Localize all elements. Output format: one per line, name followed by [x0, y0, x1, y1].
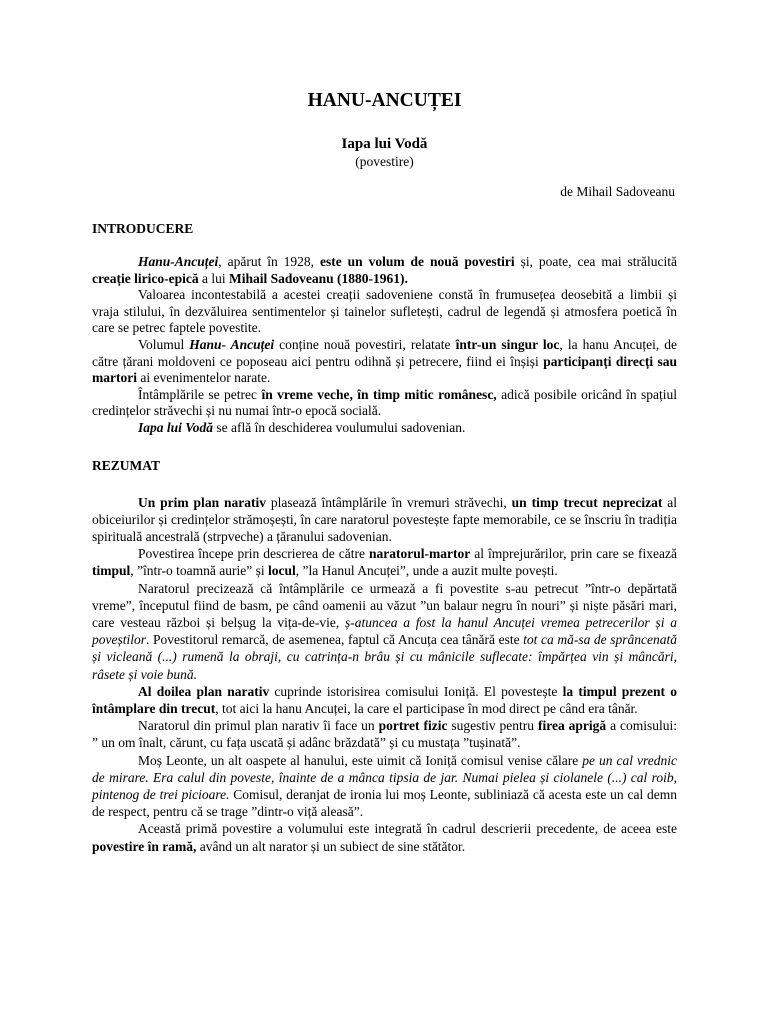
paragraph [92, 683, 677, 717]
author-line: de Mihail Sadoveanu [560, 184, 675, 199]
text-run-b: este un volum de nouă povestiri [320, 254, 515, 269]
text-run-b: firea aprigă [537, 718, 607, 734]
section-heading-introducere: INTRODUCERE [92, 221, 194, 236]
paragraph [92, 337, 677, 387]
text-run-b: naratorul-martor [368, 546, 471, 562]
text-run: al împrejurărilor, prin care se fixează [470, 546, 677, 562]
text-run: Povestirea începe prin descrierea de către [138, 546, 369, 562]
paragraph [92, 545, 677, 579]
text-run-b: Al doilea plan narativ [138, 683, 270, 699]
text-run: Această primă povestire a volumului este integrată în cadrul descrierii precedente, de aceea este [138, 821, 677, 837]
paragraph [92, 254, 677, 287]
text-run: Comisul, deranjat de ironia lui moș Leonte, subliniază că acesta este un cal demn de respect, pentru că se trage ”dintr-o viță aleasă”. [92, 786, 677, 820]
text-run: cuprinde istorisirea comisului Ioniță. El povestește [269, 683, 563, 699]
text-run: al obiceiurilor și credințelor strămoșești, în care naratorul povestește fapte memorabile, ce se înscriu în tradiția spirituală ancestrală (strpveche) a țăranului sadovenian. [92, 494, 677, 544]
text-run: având un alt narator și un subiect de sine stătător. [196, 838, 466, 854]
text-run-b: timpul [92, 563, 131, 579]
text-run: Volumul [138, 336, 190, 352]
text-run: . Povestitorul remarcă, de asemenea, faptul că Ancuța cea tânără este [146, 632, 524, 648]
story-title: Iapa lui Vodă [341, 136, 428, 152]
text-run: , apărut în 1928, [218, 254, 320, 269]
rezumat-section-body [92, 494, 677, 855]
intro-section-body [92, 254, 677, 437]
text-run-i: tot ca mă-sa de sprâncenată și vicleană (...) rumenă la obraji, cu catrința-n brâu și cu mânicile suflecate: împărțea vin și mâncări, râsete și voie bună. [92, 632, 677, 682]
text-run-i: ș-atuncea a fost la hanul Ancuței vremea petrecerilor și a poveștilor [92, 614, 677, 648]
text-run: adică posibile oricând în spațiul credințelor străvechi și nu numai într-o epocă socială. [92, 386, 677, 419]
text-run: a lui [198, 270, 229, 286]
text-run-b: la timpul prezent o întâmplare din trecut [92, 683, 678, 716]
text-run-bi: Hanu-Ancuței [138, 254, 219, 269]
document-title: HANU-ANCUȚEI [307, 90, 462, 111]
paragraph [92, 387, 677, 420]
paragraph [92, 420, 677, 437]
paragraph [92, 717, 677, 751]
text-run: ai evenimentelor narate. [136, 370, 271, 386]
text-run-b: participanți direcți sau martori [92, 353, 677, 386]
text-run: , ”într-o toamnă aurie” și [130, 563, 268, 579]
text-run: se află în deschiderea voulumului sadovenian. [213, 419, 466, 435]
paragraph [92, 287, 677, 337]
paragraph [92, 752, 677, 821]
spacer [92, 475, 677, 494]
text-run: Întâmplările se petrec [138, 386, 262, 402]
text-run-b: într-un singur loc [455, 336, 560, 352]
text-run-b: Un prim plan narativ [138, 494, 266, 510]
text-run: , ”la Hanul Ancuței”, unde a auzit multe povești. [295, 563, 558, 579]
section-heading-rezumat: REZUMAT [92, 457, 161, 473]
text-run: plasează întâmplările în vremuri străvechi, [265, 494, 512, 510]
text-run: sugestiv pentru [447, 718, 538, 734]
text-run-b: locul [267, 563, 296, 579]
text-run-b: Mihail Sadoveanu (1880-1961). [228, 270, 408, 286]
text-run: și, poate, cea mai strălucită [514, 254, 678, 269]
text-run-bi: Iapa lui Vodă [138, 419, 214, 435]
text-run: , la hanu Ancuței, de către țărani moldoveni ce poposeau aici pentru odihnă și petrecere, fiind ei înșiși [92, 336, 678, 369]
text-run: a comisului: ” un om înalt, cărunt, cu fața uscată și adânc brăzdată” și cu mustața ”tușinată”. [92, 718, 677, 751]
spacer [92, 238, 677, 254]
text-run: conține nouă povestiri, relatate [274, 336, 456, 352]
text-run: , tot aici la hanu Ancuței, la care el participase în mod direct pe când era tânăr. [215, 700, 638, 716]
paragraph [92, 820, 677, 854]
text-run-b: în vreme veche, în timp mitic românesc, [261, 386, 497, 402]
text-run: Naratorul din primul plan narativ îi face un [138, 718, 379, 734]
text-run-b: povestire în ramă, [92, 838, 197, 854]
text-run-bi: Hanu- Ancuței [189, 336, 275, 352]
text-run: Moș Leonte, un alt oaspete al hanului, este uimit că Ioniță comisul venise călare [138, 752, 583, 768]
text-run-b: portret fizic [378, 718, 448, 734]
paragraph [92, 494, 677, 546]
text-run-b: creație lirico-epică [92, 270, 199, 286]
text-run: Valoarea incontestabilă a acestei creații sadoveniene constă în frumusețea deosebită a limbii și vraja stilului, în dezvăluirea sentimentelor și tainelor sufletești, cadrul de legendă și atmosfera poetică în care se petrec faptele povestite. [92, 287, 677, 336]
paragraph [92, 580, 677, 683]
text-run: Naratorul precizează că întâmplările ce urmează a fi povestite s-au petrecut ”într-o depărtată vreme”, începutul fiind de basm, pe când oamenii au văzut ”un balaur negru în nouri” și niște păsări mari, care vesteau război și belșug la vița-de-vie, [92, 580, 677, 630]
text-run-i: pe un cal vrednic de mirare. Era calul din poveste, înainte de a mânca tipsia de jar. Numai pielea și ciolanele (...) cal roib, pintenog de trei picioare. [92, 752, 677, 802]
text-run-b: un timp trecut neprecizat [511, 494, 663, 510]
story-genre: (povestire) [355, 154, 414, 169]
